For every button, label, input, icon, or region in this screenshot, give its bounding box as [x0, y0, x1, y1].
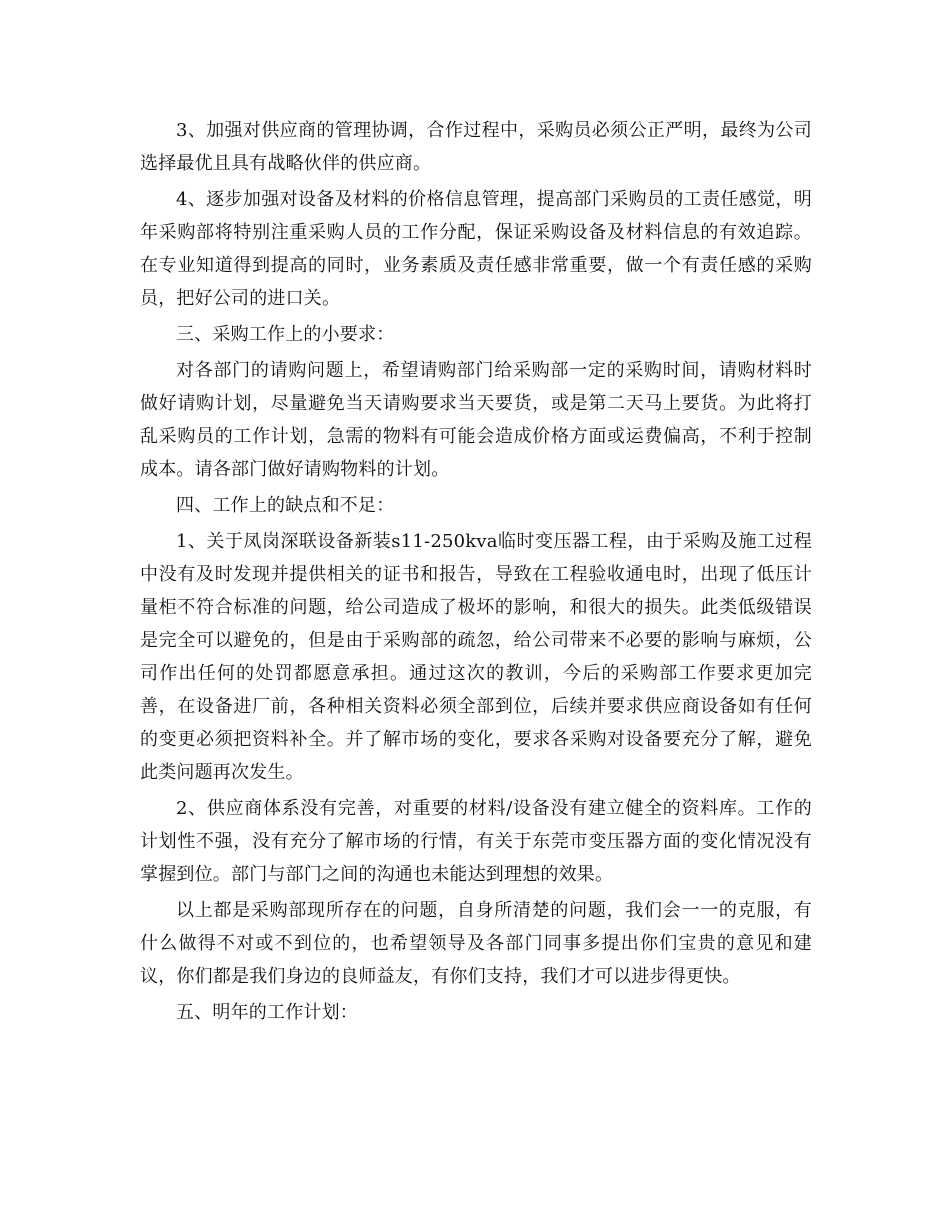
paragraph-price-information: 4、逐步加强对设备及材料的价格信息管理，提高部门采购员的工责任感觉，明年采购部将特别注重采购人员的工作分配，保证采购设备及材料信息的有效追踪。在专业知道得到提高的同时，业务素质及责任感非常重要，做一个有责任感的采购员，把好公司的进口关。 — [140, 189, 812, 309]
paragraph-transformer-project: 1、关于凤岗深联设备新装s11-250kva临时变压器工程，由于采购及施工过程中没有及时发现并提供相关的证书和报告，导致在工程验收通电时，出现了低压计量柜不符合标准的问题，给公司造成了极坏的影响，和很大的损失。此类低级错误是完全可以避免的，但是由于采购部的疏忽，给公司带来不必要的影响与麻烦，公司作出任何的处罚都愿意承担。通过这次的教训，今后的采购部工作要求更加完善，在设备进厂前，各种相关资料必须全部到位，后续并要求供应商设备如有任何的变更必须把资料补全。并了解市场的变化，要求各采购对设备要充分了解，避免此类问题再次发生。 — [140, 531, 812, 783]
paragraph-supplier-coordination: 3、加强对供应商的管理协调，合作过程中，采购员必须公正严明，最终为公司选择最优且具有战略伙伴的供应商。 — [140, 120, 812, 174]
section-heading-shortcomings: 四、工作上的缺点和不足： — [176, 495, 395, 516]
section-heading-next-year-plan: 五、明年的工作计划： — [176, 1002, 358, 1023]
section-heading-small-requirements: 三、采购工作上的小要求： — [176, 324, 395, 345]
paragraph-supplier-system: 2、供应商体系没有完善，对重要的材料/设备没有建立健全的资料库。工作的计划性不强，没有充分了解市场的行情，有关于东莞市变压器方面的变化情况没有掌握到位。部门与部门之间的沟通也未能达到理想的效果。 — [140, 798, 812, 885]
document-body — [140, 114, 812, 1032]
paragraph-purchase-requests: 对各部门的请购问题上，希望请购部门给采购部一定的采购时间，请购材料时做好请购计划，尽量避免当天请购要求当天要货，或是第二天马上要货。为此将打乱采购员的工作计划，急需的物料有可能会造成价格方面或运费偏高，不利于控制成本。请各部门做好请购物料的计划。 — [140, 360, 812, 480]
paragraph-summary: 以上都是采购部现所存在的问题，自身所清楚的问题，我们会一一的克服，有什么做得不对或不到位的，也希望领导及各部门同事多提出你们宝贵的意见和建议，你们都是我们身边的良师益友，有你们支持，我们才可以进步得更快。 — [140, 900, 812, 987]
